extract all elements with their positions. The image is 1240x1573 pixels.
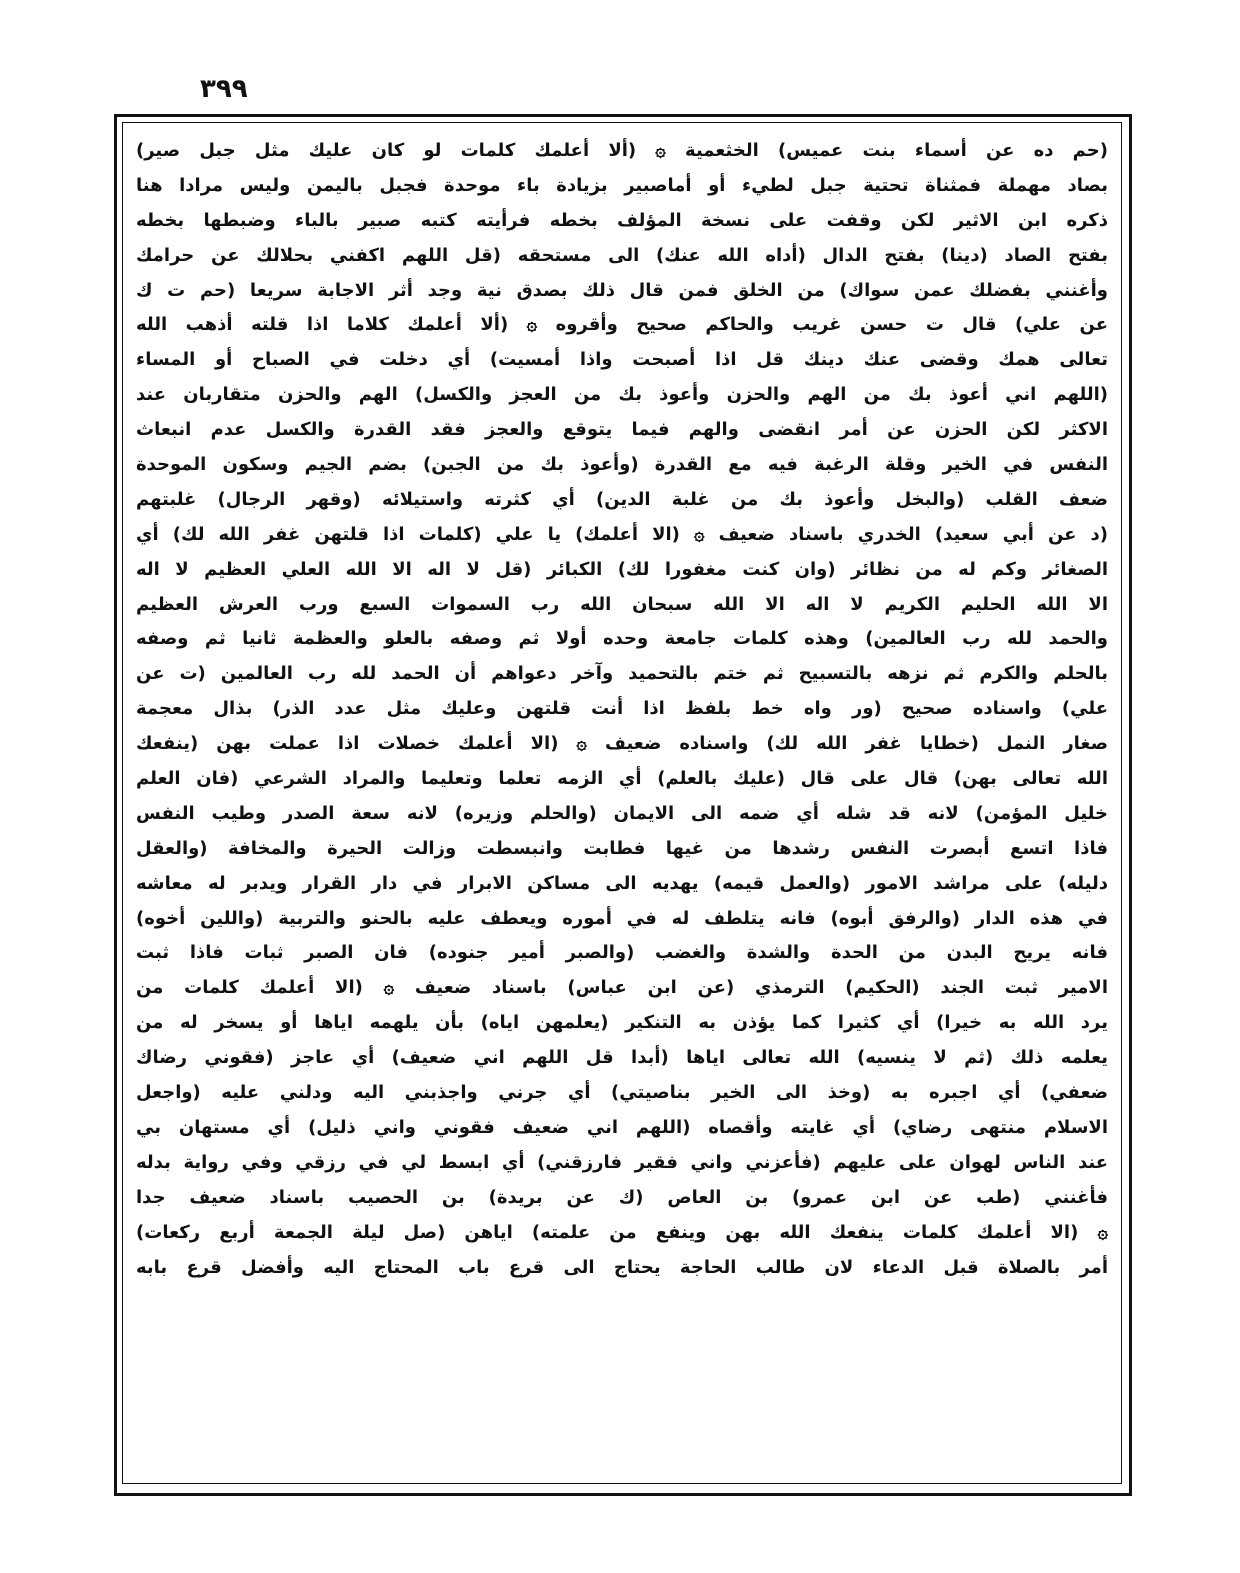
text-line: فأغنني (طب عن ابن عمرو) بن العاص (ك عن بريدة) بن الحصيب باسناد ضعيف جدا	[136, 1186, 1108, 1208]
text-line: ذكره ابن الاثير لكن وقفت على نسخة المؤلف بخطه فرأيته كتبه صبير بالباء وضبطها بخطه	[136, 209, 1108, 231]
text-line: عند الناس لهوان على عليهم (فأعزني واني فقير فارزقني) أي ابسط لي في رزقي وفي رواية بدله	[136, 1151, 1108, 1173]
text-line: (اللهم اني أعوذ بك من الهم والحزن وأعوذ بك من العجز والكسل) الهم والحزن متقاربان عند	[136, 384, 1108, 406]
text-line: عن علي) قال ت حسن غريب والحاكم صحيح وأقروه ۞ (ألا أعلمك كلاما اذا قلته أذهب الله	[136, 314, 1108, 336]
text-line: والحمد لله رب العالمين) وهذه كلمات جامعة وحده أولا ثم وصفه بالعلو والعظمة ثانيا ثم وصفه	[136, 628, 1108, 650]
text-line: خليل المؤمن) لانه قد شله أي ضمه الى الايمان (والحلم وزيره) لانه سعة الصدر وطيب النفس	[136, 802, 1108, 824]
text-line: الصغائر وكم له من نظائر (وان كنت مغفورا لك) الكبائر (قل لا اله الا الله العلي العظيم لا اله	[136, 558, 1108, 580]
text-line: ضعف القلب (والبخل وأعوذ بك من غلبة الدين) أي كثرته واستيلائه (وقهر الرجال) غلبتهم	[136, 488, 1108, 510]
text-line: تعالى همك وقضى عنك دينك قل اذا أصبحت واذا أمسيت) أي دخلت في الصباح أو المساء	[136, 349, 1108, 371]
text-line: الاكثر لكن الحزن عن أمر انقضى والهم فيما يتوقع والعجز فقد القدرة والكسل عدم انبعاث	[136, 419, 1108, 441]
text-line: أمر بالصلاة قبل الدعاء لان طالب الحاجة يحتاج الى قرع باب المحتاج اليه وأفضل قرع بابه	[136, 1256, 1108, 1278]
text-line: الا الله الحليم الكريم لا اله الا الله سبحان الله رب السموات السبع ورب العرش العظيم	[136, 593, 1108, 615]
text-line	[136, 1425, 1108, 1460]
text-line	[136, 1285, 1108, 1320]
text-line: بفتح الصاد (دينا) بفتح الدال (أداه الله عنك) الى مستحقه (قل اللهم اكفني بحلالك عن حرامك	[136, 244, 1108, 266]
text-line: الاسلام منتهى رضاي) أي غايته وأقصاه (اللهم اني ضعيف فقوني واني ذليل) أي مستهان بي	[136, 1116, 1108, 1138]
text-line: دليله) على مراشد الامور (والعمل قيمه) يهديه الى مساكن الابرار في دار القرار ويدبر له معاشه	[136, 872, 1108, 894]
text-line: وأغنني بفضلك عمن سواك) من الخلق فمن قال ذلك بصدق نية وجد أثر الاجابة سريعا (حم ت ك	[136, 279, 1108, 301]
text-line: فانه يريح البدن من الحدة والشدة والغضب (والصبر أمير جنوده) فان الصبر ثبات فاذا ثبت	[136, 942, 1108, 964]
text-line: الامير ثبت الجند (الحكيم) الترمذي (عن ابن عباس) باسناد ضعيف ۞ (الا أعلمك كلمات من	[136, 977, 1108, 999]
text-line: بصاد مهملة فمثناة تحتية جبل لطيء أو أماصبير بزيادة باء موحدة فجبل باليمن وليس مرادا هنا	[136, 174, 1108, 196]
text-line: الله تعالى بهن) قال على قال (عليك بالعلم) أي الزمه تعلما وتعليما والمراد الشرعي (فان العلم	[136, 768, 1108, 790]
text-body	[136, 134, 1108, 1474]
text-line	[136, 1390, 1108, 1425]
page-number: ٣٩٩	[200, 74, 248, 104]
text-line: يرد الله به خيرا) أي كثيرا كما يؤذن به التنكير (يعلمهن اياه) بأن يلهمه اياها أو يسخر له من	[136, 1012, 1108, 1034]
text-line: في هذه الدار (والرفق أبوه) فانه يتلطف له في أموره ويعطف عليه بالحنو والتربية (واللين أخوه)	[136, 907, 1108, 929]
text-line: صغار النمل (خطايا غفر الله لك) واسناده ضعيف ۞ (الا أعلمك خصلات اذا عملت بهن (ينفعك	[136, 733, 1108, 755]
text-line: (حم ده عن أسماء بنت عميس) الخثعمية ۞ (ألا أعلمك كلمات لو كان عليك مثل جبل صير)	[136, 140, 1108, 161]
text-line: فاذا اتسع أبصرت النفس رشدها من غيها فطابت وانبسطت وزالت الحيرة والمخافة (والعقل	[136, 837, 1108, 859]
text-line: (د عن أبي سعيد) الخدري باسناد ضعيف ۞ (الا أعلمك) يا علي (كلمات اذا قلتهن غفر الله لك) أي	[136, 523, 1108, 545]
text-line: علي) واسناده صحيح (ور واه خط بلفظ اذا أنت قلتهن وعليك مثل عدد الذر) بذال معجمة	[136, 698, 1108, 720]
text-line: ضعفي) أي اجبره به (وخذ الى الخير بناصيتي) أي جرني واجذبني اليه ودلني عليه (واجعل	[136, 1082, 1108, 1104]
text-line	[136, 1320, 1108, 1355]
text-line: النفس في الخير وقلة الرغبة فيه مع القدرة (وأعوذ بك من الجبن) بضم الجيم وسكون الموحدة	[136, 454, 1108, 476]
text-line	[136, 1355, 1108, 1390]
text-line: بالحلم والكرم ثم نزهه بالتسبيح ثم ختم بالتحميد وآخر دعواهم أن الحمد لله رب العالمين (ت عن	[136, 663, 1108, 685]
text-line: ۞ (الا أعلمك كلمات ينفعك الله بهن وينفع من علمته) اياهن (صل ليلة الجمعة أربع ركعات)	[136, 1221, 1108, 1243]
text-line: يعلمه ذلك (ثم لا ينسيه) الله تعالى اياها (أبدا قل اللهم اني ضعيف) أي عاجز (فقوني رضاك	[136, 1047, 1108, 1069]
